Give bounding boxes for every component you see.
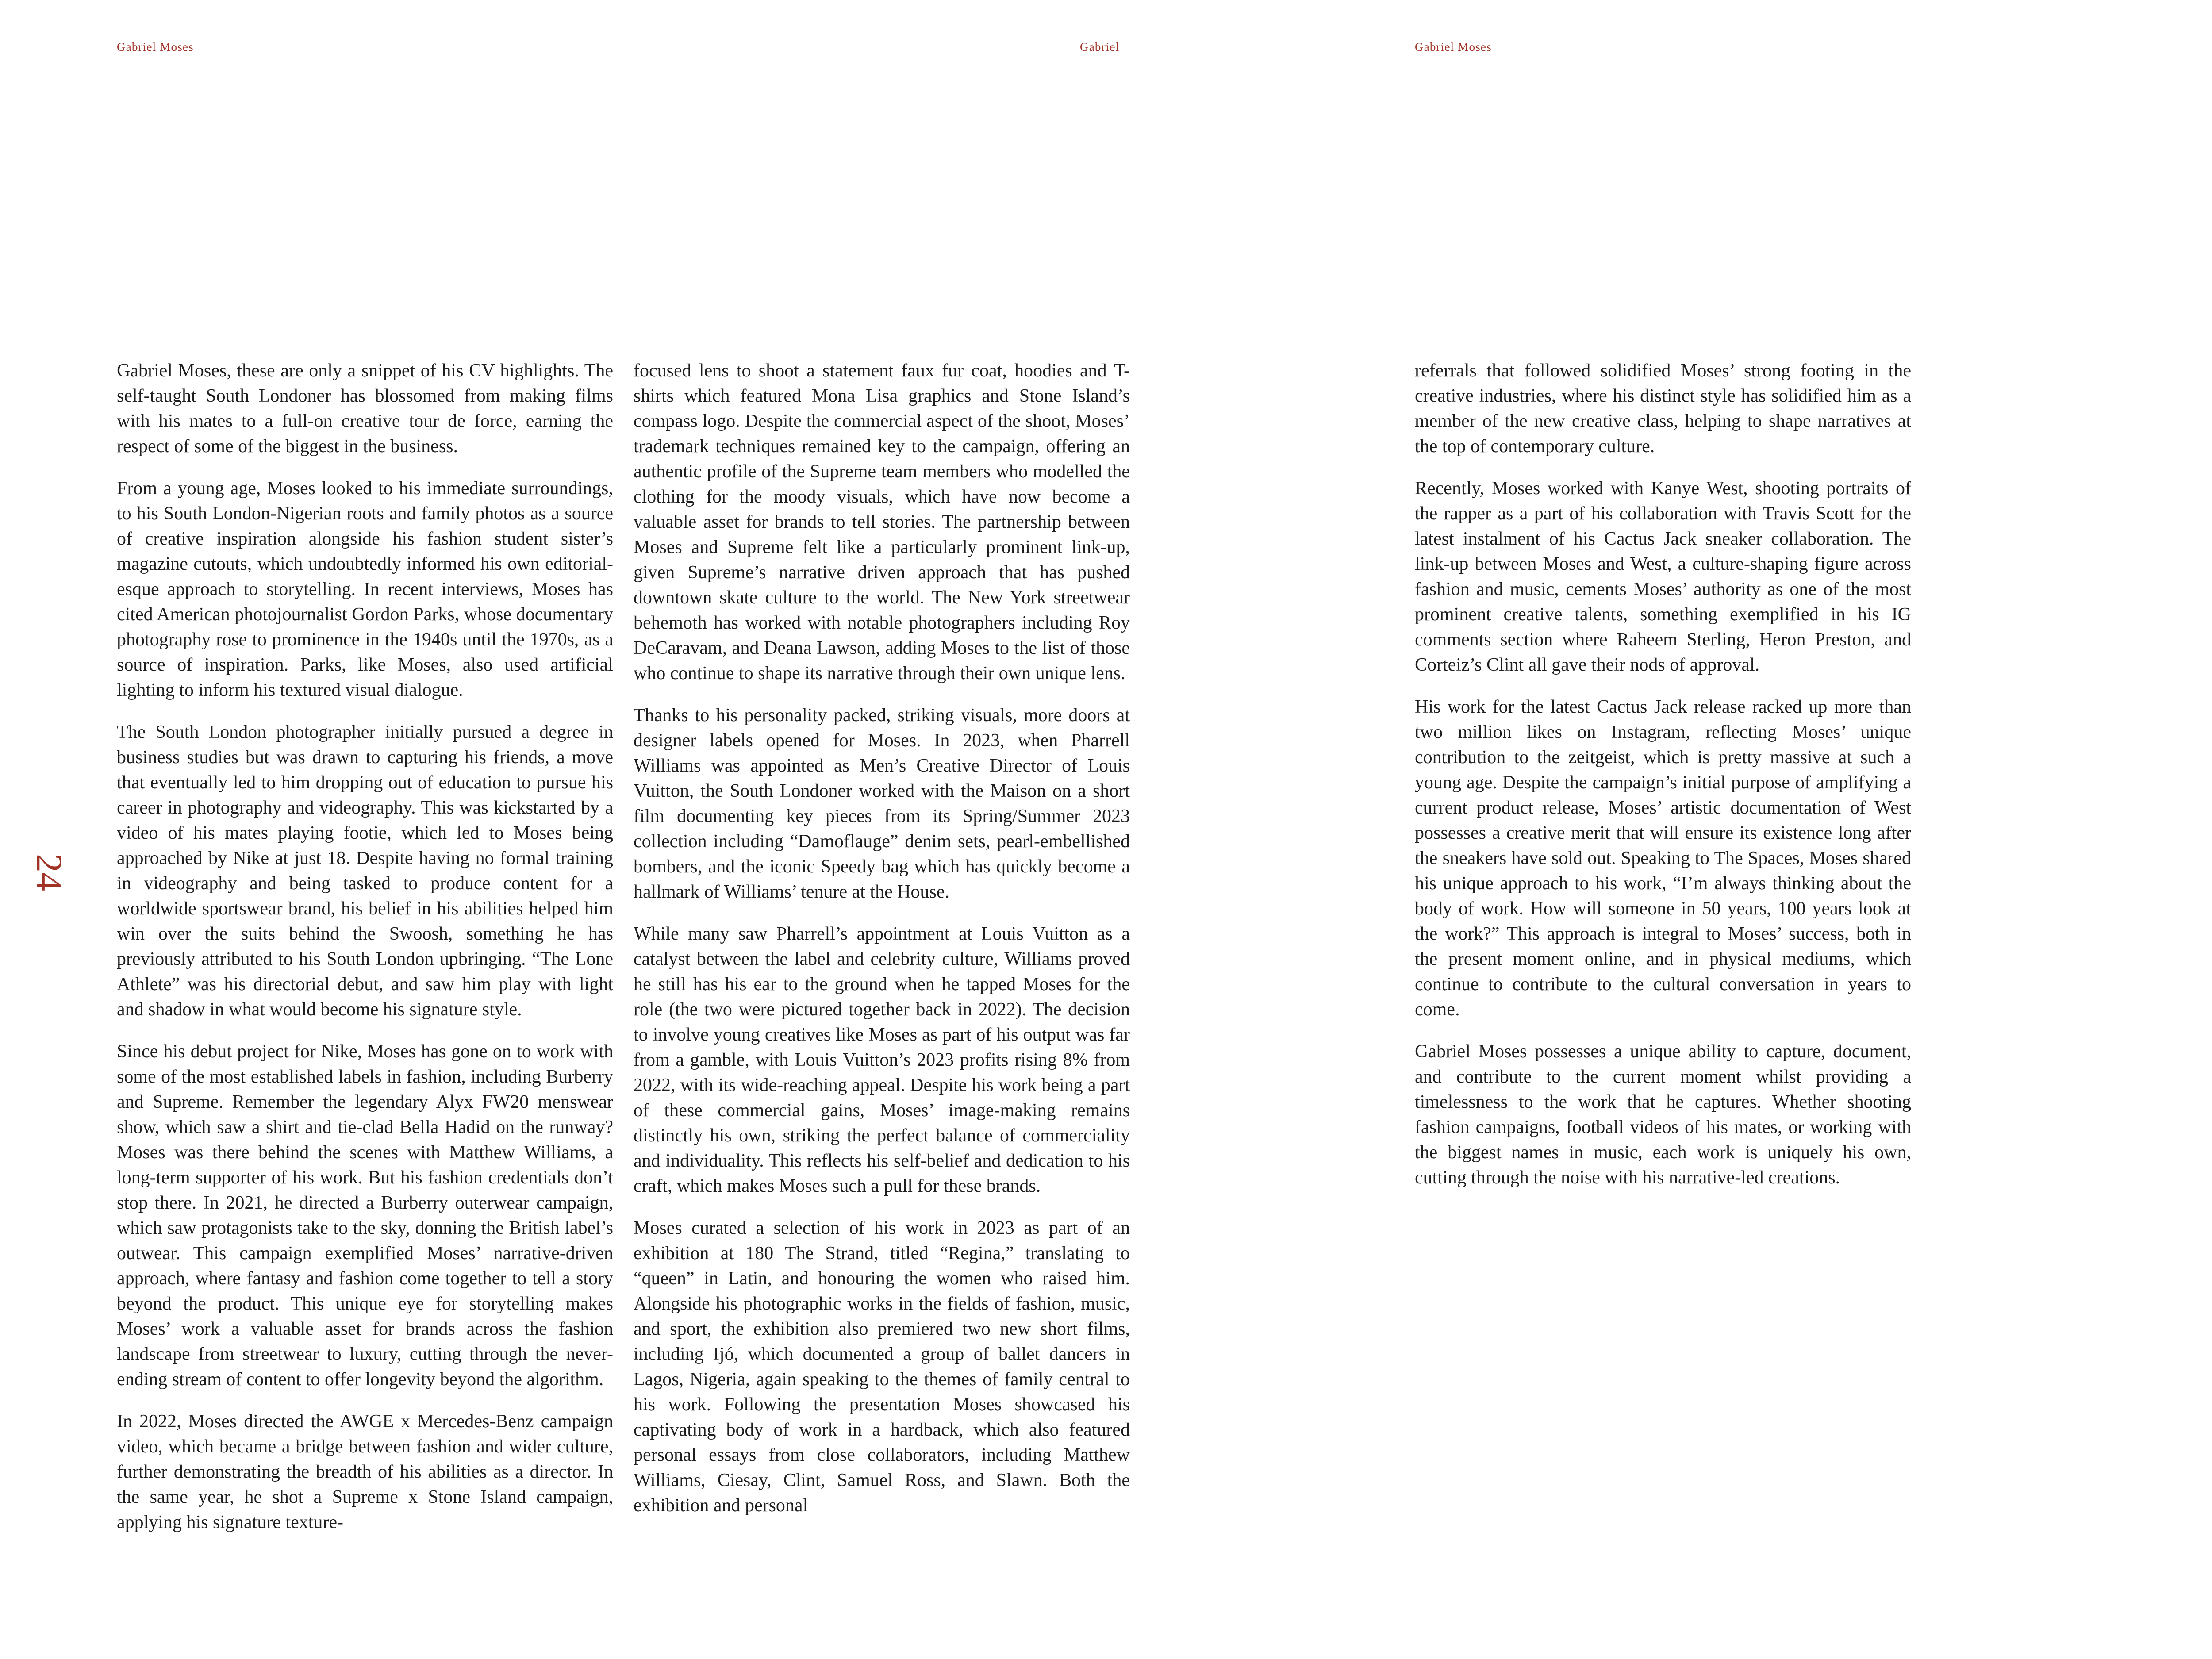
paragraph: focused lens to shoot a statement faux fur coat, hoodies and T-shirts which featured Mona Lisa graphics and Stone Island’s compass logo. Despite the commercial aspect of the shoot, Moses’ trademark techniques remained key to the campaign, offering an authentic profile of the Supreme team members who modelled the clothing for the moody visuals, which have now become a valuable asset for brands to tell stories. The partnership between Moses and Supreme felt like a particularly prominent link-up, given Supreme’s narrative driven approach that has pushed downtown skate culture to the world. The New York streetwear behemoth has worked with notable photographers including Roy DeCaravam, and Deana Lawson, adding Moses to the list of those who continue to shape its narrative through their own unique lens.	[634, 361, 1130, 684]
paragraph: Thanks to his personality packed, striking visuals, more doors at designer labels opened for Moses. In 2023, when Pharrell Williams was appointed as Men’s Creative Director of Louis Vuitton, the South Londoner worked with the Maison on a short film documenting key pieces from its Spring/Summer 2023 collection including “Damoflauge” denim sets, pearl-embellished bombers, and the iconic Speedy bag which has quickly become a hallmark of Williams’ tenure at the House.	[634, 705, 1130, 902]
page-number-left: 24	[28, 854, 69, 891]
running-head-left-inner: Gabriel	[1080, 40, 1120, 54]
paragraph: Moses curated a selection of his work in 2023 as part of an exhibition at 180 The Strand, titled “Regina,” translating to “queen” in Latin, and honouring the women who raised him. Alongside his photographic works in the fields of fashion, music, and sport, the exhibition also premiered two new short films, including Ijó, which documented a group of ballet dancers in Lagos, Nigeria, again speaking to the themes of family central to his work. Following the presentation Moses showcased his captivating body of work in a hardback, which also featured personal essays from close collaborators, including Matthew Williams, Ciesay, Clint, Samuel Ross, and Slawn. Both the exhibition and personal	[634, 1218, 1130, 1516]
text-column-2	[634, 358, 1130, 1518]
text-column-1	[117, 358, 613, 1535]
text-column-3	[1415, 358, 1911, 1190]
paragraph: referrals that followed solidified Moses’ strong footing in the creative industries, where his distinct style has solidified him as a member of the new creative class, helping to shape narratives at the top of contemporary culture.	[1415, 361, 1911, 457]
paragraph: Recently, Moses worked with Kanye West, shooting portraits of the rapper as a part of his collaboration with Travis Scott for the latest instalment of his Cactus Jack sneaker collaboration. The link-up between Moses and West, a culture-shaping figure across fashion and music, cements Moses’ authority as one of the most prominent creative talents, something exemplified in his IG comments section where Raheem Sterling, Heron Preston, and Corteiz’s Clint all gave their nods of approval.	[1415, 478, 1911, 675]
paragraph: His work for the latest Cactus Jack release racked up more than two million likes on Instagram, reflecting Moses’ unique contribution to the zeitgeist, which is pretty massive at such a young age. Despite the campaign’s initial purpose of amplifying a current product release, Moses’ artistic documentation of West possesses a creative merit that will ensure its existence long after the sneakers have sold out. Speaking to The Spaces, Moses shared his unique approach to his work, “I’m always thinking about the body of work. How will someone in 50 years, 100 years look at the work?” This approach is integral to Moses’ success, both in the present moment online, and in physical mediums, which continue to contribute to the cultural conversation in years to come.	[1415, 697, 1911, 1020]
paragraph: In 2022, Moses directed the AWGE x Mercedes-Benz campaign video, which became a bridge between fashion and wider culture, further demonstrating the breadth of his abilities as a director. In the same year, he shot a Supreme x Stone Island campaign, applying his signature texture-	[117, 1411, 613, 1532]
paragraph: Gabriel Moses, these are only a snippet of his CV highlights. The self-taught South Londoner has blossomed from making films with his mates to a full-on creative tour de force, earning the respect of some of the biggest in the business.	[117, 361, 613, 457]
running-head-left-outer: Gabriel Moses	[117, 40, 194, 54]
paragraph: While many saw Pharrell’s appointment at Louis Vuitton as a catalyst between the label and celebrity culture, Williams proved he still has his ear to the ground when he tapped Moses for the role (the two were pictured together back in 2022). The decision to involve young creatives like Moses as part of his output was far from a gamble, with Louis Vuitton’s 2023 profits rising 8% from 2022, with its wide-reaching appeal. Despite his work being a part of these commercial gains, Moses’ image-making remains distinctly his own, striking the perfect balance of commerciality and individuality. This reflects his self-belief and dedication to his craft, which makes Moses such a pull for these brands.	[634, 924, 1130, 1196]
running-head-right-outer: Gabriel Moses	[1415, 40, 1492, 54]
paragraph: Since his debut project for Nike, Moses has gone on to work with some of the most established labels in fashion, including Burberry and Supreme. Remember the legendary Alyx FW20 menswear show, which saw a shirt and tie-clad Bella Hadid on the runway? Moses was there behind the scenes with Matthew Williams, a long-term supporter of his work. But his fashion credentials don’t stop there. In 2021, he directed a Burberry outerwear campaign, which saw protagonists take to the sky, donning the British label’s outwear. This campaign exemplified Moses’ narrative-driven approach, where fantasy and fashion come together to tell a story beyond the product. This unique eye for storytelling makes Moses’ work a valuable asset for brands across the fashion landscape from streetwear to luxury, cutting through the never-ending stream of content to offer longevity beyond the algorithm.	[117, 1041, 613, 1390]
paragraph: From a young age, Moses looked to his immediate surroundings, to his South London-Nigerian roots and family photos as a source of creative inspiration alongside his fashion student sister’s magazine cutouts, which undoubtedly informed his own editorial-esque approach to storytelling. In recent interviews, Moses has cited American photojournalist Gordon Parks, whose documentary photography rose to prominence in the 1940s until the 1970s, as a source of inspiration. Parks, like Moses, also used artificial lighting to inform his textured visual dialogue.	[117, 478, 613, 700]
paragraph: The South London photographer initially pursued a degree in business studies but was drawn to capturing his friends, a move that eventually led to him dropping out of education to pursue his career in photography and videography. This was kickstarted by a video of his mates playing footie, which led to Moses being approached by Nike at just 18. Despite having no formal training in videography and being tasked to produce content for a worldwide sportswear brand, his belief in his abilities helped him win over the suits behind the Swoosh, something he has previously attributed to his South London upbringing. “The Lone Athlete” was his directorial debut, and saw him play with light and shadow in what would become his signature style.	[117, 722, 613, 1020]
paragraph: Gabriel Moses possesses a unique ability to capture, document, and contribute to the current moment whilst providing a timelessness to the work that he captures. Whether shooting fashion campaigns, football videos of his mates, or working with the biggest names in music, each work is uniquely his own, cutting through the noise with his narrative-led creations.	[1415, 1041, 1911, 1188]
